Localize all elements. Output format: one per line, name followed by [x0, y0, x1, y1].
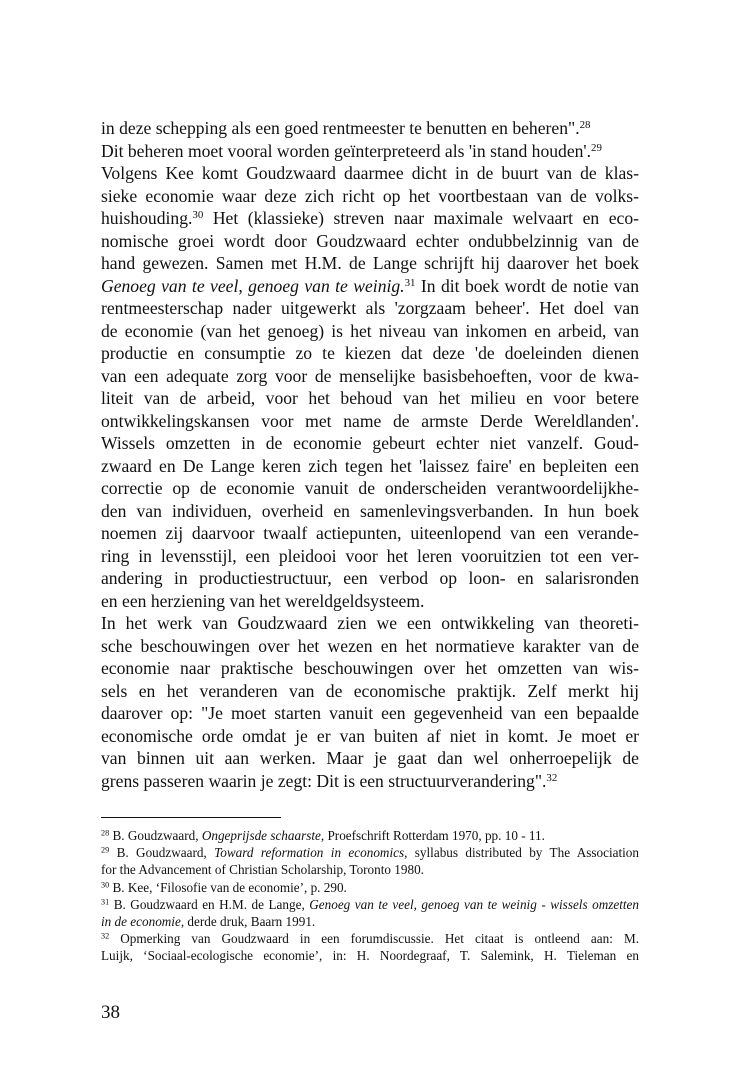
line-text: In het werk van Goudzwaard zien we een ontwikkeling van theoreti-	[101, 613, 639, 633]
footnote-number: 29	[101, 845, 110, 855]
body-line	[101, 590, 639, 613]
footnote-line	[101, 879, 639, 896]
footnote-reference: 28	[579, 119, 591, 131]
line-text: liteit van de arbeid, voor het behoud van het milieu en voor betere	[101, 388, 639, 408]
body-line	[101, 230, 639, 253]
line-text: B. Goudzwaard en H.M. de Lange,	[109, 896, 310, 912]
line-text: for the Advancement of Christian Scholarship, Toronto 1980.	[101, 862, 424, 878]
body-line	[101, 725, 639, 748]
body-line	[101, 657, 639, 680]
footnote-number: 30	[101, 880, 110, 890]
body-line	[101, 140, 639, 163]
body-line	[101, 117, 639, 140]
body-line	[101, 207, 639, 230]
footnote-line	[101, 896, 639, 913]
line-text-continued: , syllabus distributed by The Association	[404, 845, 639, 861]
body-line	[101, 500, 639, 523]
body-line	[101, 252, 639, 275]
line-text-continued: Het (klassieke) streven naar maximale welvaart en eco-	[203, 208, 639, 228]
line-text: de economie (van het genoeg) is het niveau van inkomen en arbeid, van	[101, 320, 639, 341]
body-text	[101, 117, 639, 792]
line-text: correctie op de economie vanuit de onderscheiden verantwoordelijkhe-	[101, 478, 639, 498]
line-text: ontwikkelingskansen voor met name de armste Derde Wereldlanden'.	[101, 410, 639, 431]
body-line	[101, 702, 639, 725]
body-line	[101, 185, 639, 208]
line-text: ring in levensstijl, een pleidooi voor het leren vooruitzien tot een ver-	[101, 545, 639, 566]
line-text: nomische groei wordt door Goudzwaard echter ondubbelzinnig van de	[101, 230, 639, 251]
footnote-line	[101, 930, 639, 947]
line-text: Dit beheren moet vooral worden geïnterpreteerd als 'in stand houden'.	[101, 140, 592, 161]
body-line	[101, 747, 639, 770]
footnote-reference: 31	[404, 276, 416, 289]
italic-title: Ongeprijsde schaarste	[201, 828, 321, 843]
line-text: rentmeesterschap nader uitgewerkt als 'zorgzaam beheer'. Het doel van	[101, 298, 639, 318]
line-text: daarover op: "Je moet starten vanuit een gegevenheid van een bepaalde	[101, 703, 639, 723]
line-text-continued: , Proefschrift Rotterdam 1970, pp. 10 - 11.	[320, 828, 545, 843]
body-line	[101, 477, 639, 500]
italic-title: Genoeg van te veel, genoeg van te weinig - wissels omzetten	[309, 896, 639, 912]
body-line	[101, 320, 639, 343]
line-text: Wissels omzetten in de economie gebeurt echter niet vanzelf. Goud-	[101, 433, 639, 453]
footnotes	[101, 827, 639, 965]
body-line	[101, 410, 639, 433]
line-text: Luijk, ‘Sociaal-ecologische economie’, in: H. Noordegraaf, T. Salemink, H. Tieleman en	[101, 948, 639, 964]
footnote-number: 32	[101, 931, 110, 941]
body-line	[101, 342, 639, 365]
italic-title: Toward reformation in economics	[214, 845, 405, 861]
line-text: B. Goudzwaard,	[109, 845, 215, 861]
footnote-reference: 32	[546, 771, 558, 784]
page-number: 38	[101, 1002, 120, 1023]
line-text: van een adequate zorg voor de menselijke basisbehoeften, voor de kwa-	[101, 365, 639, 386]
line-text: Opmerking van Goudzwaard in een forumdiscussie. Het citaat is ontleend aan: M.	[109, 931, 639, 947]
body-line	[101, 162, 639, 185]
line-text: den van individuen, overheid en samenlevingsverbanden. In hun boek	[101, 500, 639, 521]
line-text: noemen zij daarvoor twaalf actiepunten, uiteenlopend van een verande-	[101, 523, 639, 543]
footnote-reference: 30	[192, 209, 204, 221]
line-text: in deze schepping als een goed rentmeester te benutten en beheren".	[101, 118, 580, 138]
body-line	[101, 612, 639, 635]
line-text: Volgens Kee komt Goudzwaard daarmee dicht in de buurt van de klas-	[101, 163, 639, 183]
body-line	[101, 522, 639, 545]
body-line	[101, 770, 639, 793]
line-text: economische orde omdat je er van buiten af niet in komt. Je moet er	[101, 725, 639, 746]
line-text: zwaard en De Lange keren zich tegen het 'laissez faire' en bepleiten een	[101, 455, 639, 476]
line-text: hand gewezen. Samen met H.M. de Lange schrijft hij daarover het boek	[101, 253, 639, 273]
line-text: huishouding.	[101, 208, 193, 228]
body-line	[101, 455, 639, 478]
line-text: sieke economie waar deze zich richt op het voortbestaan van de volks-	[101, 185, 639, 206]
body-line	[101, 680, 639, 703]
line-text-continued: , derde druk, Baarn 1991.	[180, 913, 316, 929]
body-line	[101, 365, 639, 388]
italic-title: in de economie	[101, 913, 181, 929]
footnote-reference: 29	[591, 141, 602, 154]
line-text: economie naar praktische beschouwingen over het omzetten van wis-	[101, 658, 639, 678]
footnote-line	[101, 827, 639, 844]
footnote-number: 31	[101, 897, 110, 907]
body-line	[101, 297, 639, 320]
line-text: sels en het veranderen van de economische praktijk. Zelf merkt hij	[101, 680, 639, 701]
footnote-number: 28	[101, 828, 110, 838]
italic-title: Genoeg van te veel, genoeg van te weinig.	[101, 275, 405, 296]
line-text: en een herziening van het wereldgeldsysteem.	[101, 590, 425, 611]
line-text: productie en consumptie zo te kiezen dat deze 'de doeleinden dienen	[101, 343, 639, 363]
body-line	[101, 387, 639, 410]
body-line	[101, 432, 639, 455]
line-text: andering in productiestructuur, een verbod op loon- en salarisronden	[101, 568, 639, 588]
line-text: van binnen uit aan werken. Maar je gaat dan wel onherroepelijk de	[101, 748, 639, 768]
line-text: B. Goudzwaard,	[109, 828, 202, 843]
line-text: B. Kee, ‘Filosofie van de economie’, p. 290.	[109, 879, 347, 895]
line-text: grens passeren waarin je zegt: Dit is een structuurverandering".	[101, 770, 547, 791]
body-line	[101, 275, 639, 298]
footnote-line	[101, 913, 639, 930]
footnote-line	[101, 861, 639, 878]
body-line	[101, 567, 639, 590]
body-line	[101, 635, 639, 658]
line-text: sche beschouwingen over het wezen en het normatieve karakter van de	[101, 635, 639, 656]
footnote-line	[101, 947, 639, 964]
footnote-separator	[101, 817, 281, 818]
footnote-line	[101, 844, 639, 861]
line-text-continued: In dit boek wordt de notie van	[415, 275, 639, 296]
body-line	[101, 545, 639, 568]
